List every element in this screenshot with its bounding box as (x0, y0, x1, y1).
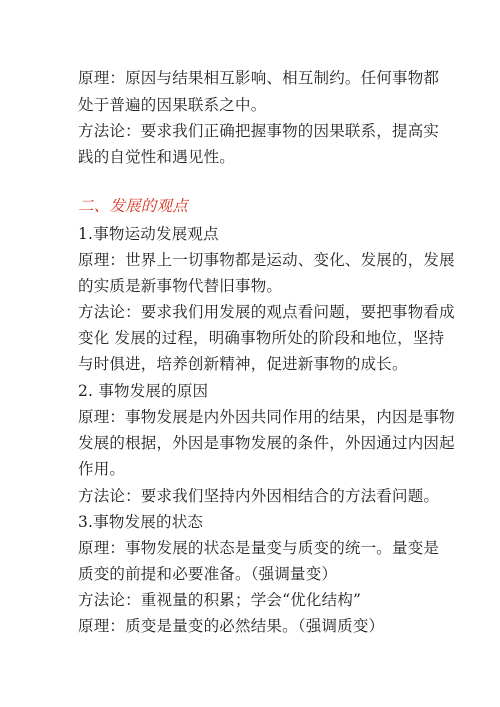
text-line-14: 原理：事物发展的状态是量变与质变的统一。量变是 (78, 539, 440, 557)
text-line-3: 方法论：要求我们正确把握事物的因果联系，提高实 (78, 122, 440, 140)
text-line-4: 践的自觉性和遇见性。 (78, 148, 236, 166)
text-line-1: 原理：原因与结果相互影响、相互制约。任何事物都 (78, 69, 440, 87)
text-line-13: 方法论：要求我们坚持内外因相结合的方法看问题。 (78, 487, 440, 505)
text-line-8: 变化 发展的过程，明确事物所处的阶段和地位，坚持 (78, 329, 445, 347)
text-line-17: 原理：质变是量变的必然结果。（强调质变） (78, 617, 385, 635)
text-line-15: 质变的前提和必要准备。（强调量变） (78, 565, 338, 583)
text-line-12: 作用。 (78, 460, 126, 478)
text-line-9: 与时俱进，培养创新精神，促进新事物的成长。 (78, 355, 408, 373)
text-line-11: 发展的根据，外因是事物发展的条件，外因通过内因起 (78, 434, 455, 452)
text-line-2: 处于普遍的因果联系之中。 (78, 96, 267, 114)
text-line-6: 的实质是新事物代替旧事物。 (78, 277, 283, 295)
text-line-7: 方法论：要求我们用发展的观点看问题，要把事物看成 (78, 303, 455, 321)
section-heading: 二、发展的观点 (78, 197, 188, 215)
text-line-16: 方法论：重视量的积累；学会“优化结构” (78, 591, 362, 609)
text-line-10: 原理：事物发展是内外因共同作用的结果，内因是事物 (78, 408, 455, 426)
subheading-3: 3.事物发展的状态 (78, 513, 204, 531)
subheading-1: 1.事物运动发展观点 (78, 225, 219, 243)
text-line-5: 原理：世界上一切事物都是运动、变化、发展的，发展 (78, 251, 455, 269)
subheading-2: 2. 事物发展的原因 (78, 382, 209, 400)
